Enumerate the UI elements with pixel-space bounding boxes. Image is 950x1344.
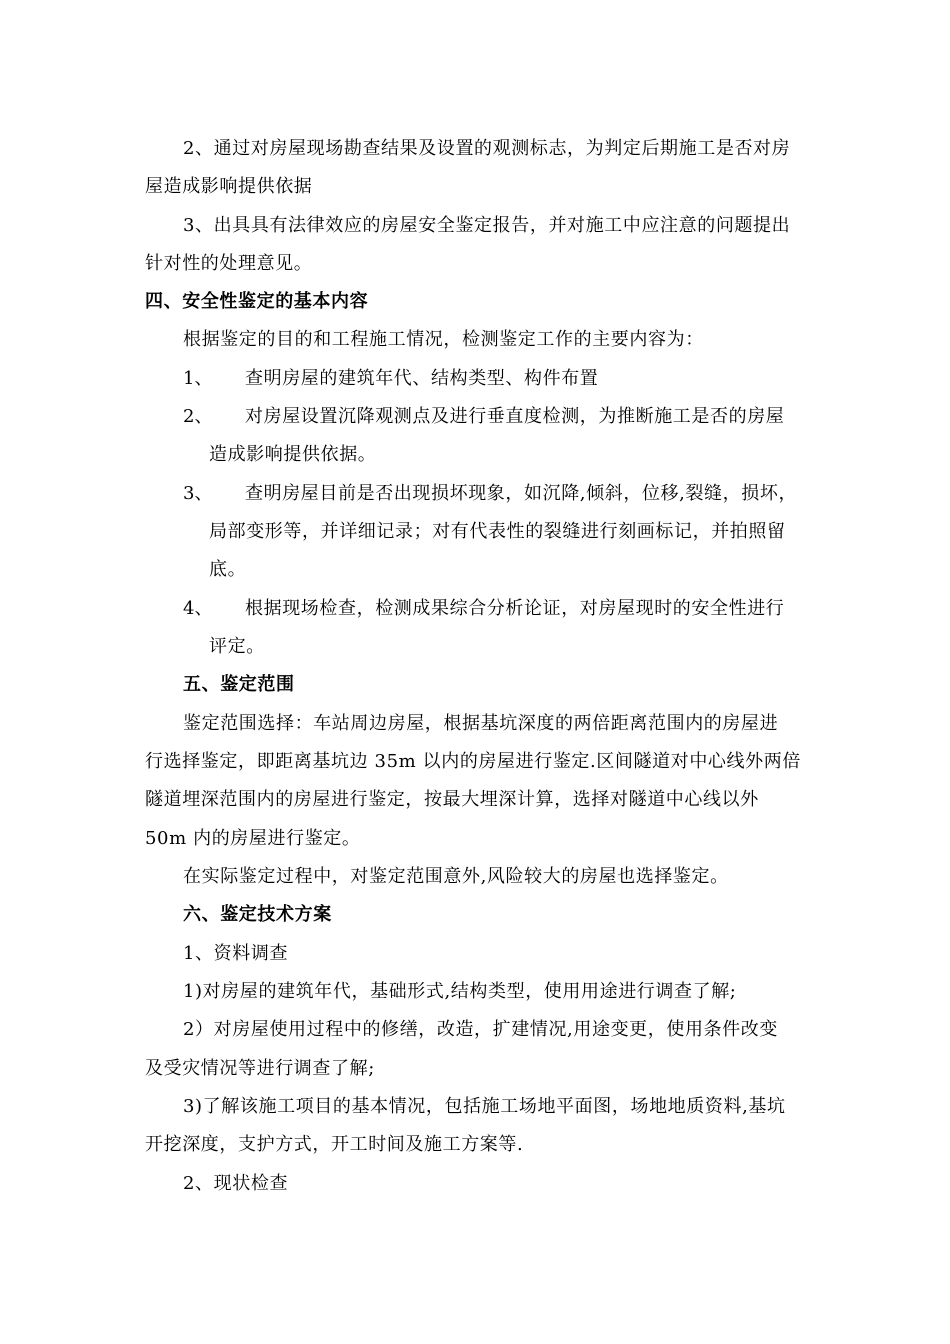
list-item-text: 查明房屋目前是否出现损坏现象，如沉降,倾斜，位移,裂缝，损坏，	[245, 483, 798, 504]
text-line: 鉴定范围选择：车站周边房屋，根据基坑深度的两倍距离范围内的房屋进	[183, 713, 779, 734]
text-line: 针对性的处理意见。	[145, 253, 313, 274]
list-item-number: 1、	[183, 368, 213, 389]
list-item-number: 2、	[183, 406, 213, 427]
list-item-text: 查明房屋的建筑年代、结构类型、构件布置	[245, 368, 599, 389]
text-line: 50m 内的房屋进行鉴定。	[145, 828, 361, 849]
text-line: 隧道埋深范围内的房屋进行鉴定，按最大埋深计算，选择对隧道中心线以外	[145, 789, 759, 810]
text-line: 3)了解该施工项目的基本情况，包括施工场地平面图，场地地质资料,基坑	[183, 1096, 786, 1117]
subsection-title: 2、现状检查	[183, 1173, 289, 1194]
section-heading: 四、安全性鉴定的基本内容	[145, 291, 369, 312]
list-item-text: 根据现场检查，检测成果综合分析论证，对房屋现时的安全性进行	[245, 598, 785, 619]
text-line: 2、通过对房屋现场勘查结果及设置的观测标志，为判定后期施工是否对房	[183, 138, 791, 159]
text-line: 开挖深度，支护方式，开工时间及施工方案等.	[145, 1134, 524, 1155]
list-item-text: 评定。	[209, 636, 265, 657]
list-item-number: 4、	[183, 598, 213, 619]
section-heading: 六、鉴定技术方案	[183, 904, 332, 925]
text-line: 2）对房屋使用过程中的修缮，改造，扩建情况,用途变更，使用条件改变	[183, 1019, 778, 1040]
list-item-text: 底。	[209, 559, 247, 580]
text-line: 及受灾情况等进行调查了解;	[145, 1058, 375, 1079]
list-item-number: 3、	[183, 483, 213, 504]
list-item-text: 对房屋设置沉降观测点及进行垂直度检测，为推断施工是否的房屋	[245, 406, 785, 427]
list-item-text: 局部变形等，并详细记录；对有代表性的裂缝进行刻画标记，并拍照留	[209, 521, 786, 542]
text-line: 在实际鉴定过程中，对鉴定范围意外,风险较大的房屋也选择鉴定。	[183, 866, 729, 887]
text-line: 1)对房屋的建筑年代，基础形式,结构类型，使用用途进行调查了解;	[183, 981, 737, 1002]
text-line: 屋造成影响提供依据	[145, 176, 313, 197]
text-line: 行选择鉴定，即距离基坑边 35m 以内的房屋进行鉴定.区间隧道对中心线外两倍	[145, 751, 801, 772]
subsection-title: 1、资料调查	[183, 943, 289, 964]
text-line: 3、出具具有法律效应的房屋安全鉴定报告，并对施工中应注意的问题提出	[183, 215, 791, 236]
list-item-text: 造成影响提供依据。	[209, 444, 377, 465]
section-heading: 五、鉴定范围	[183, 674, 295, 695]
text-line: 根据鉴定的目的和工程施工情况，检测鉴定工作的主要内容为：	[183, 329, 704, 350]
